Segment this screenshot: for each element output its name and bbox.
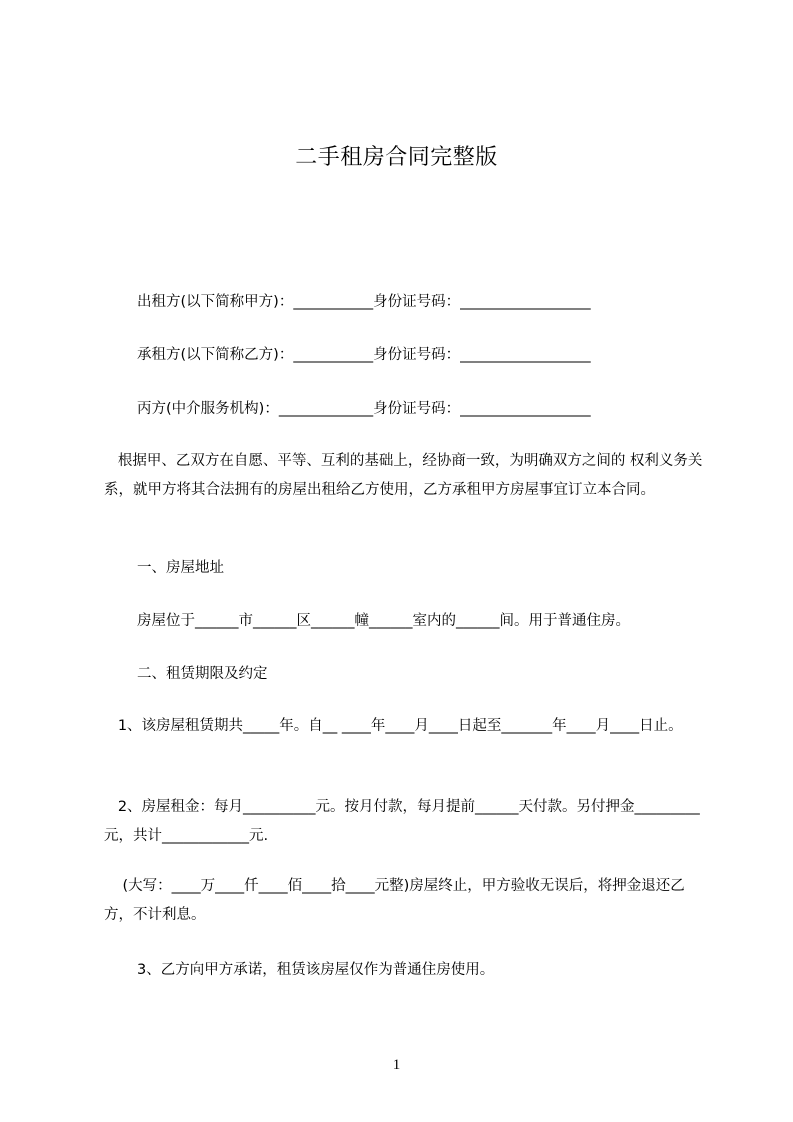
document-title: 二手租房合同完整版	[295, 145, 498, 170]
lessee-line: 承租方(以下简称乙方)：___________身份证号码：__________________	[137, 347, 591, 363]
page-number: 1	[392, 1057, 401, 1073]
section-2-heading: 二、租赁期限及约定	[137, 666, 268, 682]
clause-3-line: 3、乙方向甲方承诺，租赁该房屋仅作为普通住房使用。	[137, 962, 495, 978]
lessor-line: 出租方(以下简称甲方)：___________身份证号码：__________________	[137, 294, 591, 310]
clause-2-capital-paragraph: (大写：____万____仟____佰____拾____元整)房屋终止，甲方验收无误后，将押金退还乙方，不计利息。	[104, 878, 685, 923]
section-1-body: 房屋位于______市______区______幢______室内的______间。用于普通住房。	[137, 613, 630, 629]
clause-2-paragraph: 2、房屋租金：每月__________元。按月付款，每月提前______天付款。另付押金_________元，共计____________元.	[104, 799, 700, 844]
preamble-paragraph: 根据甲、乙双方在自愿、平等、互利的基础上，经协商一致，为明确双方之间的 权利义务关系，就甲方将其合法拥有的房屋出租给乙方使用，乙方承租甲方房屋事宜订立本合同。	[104, 453, 703, 498]
section-1-heading: 一、房屋地址	[137, 560, 224, 576]
clause-1-paragraph: 1、该房屋租赁期共_____年。自__ ____年____月____日起至_______年____月____日止。	[104, 718, 683, 734]
agency-line: 丙方(中介服务机构)：_____________身份证号码：__________________	[137, 401, 591, 417]
